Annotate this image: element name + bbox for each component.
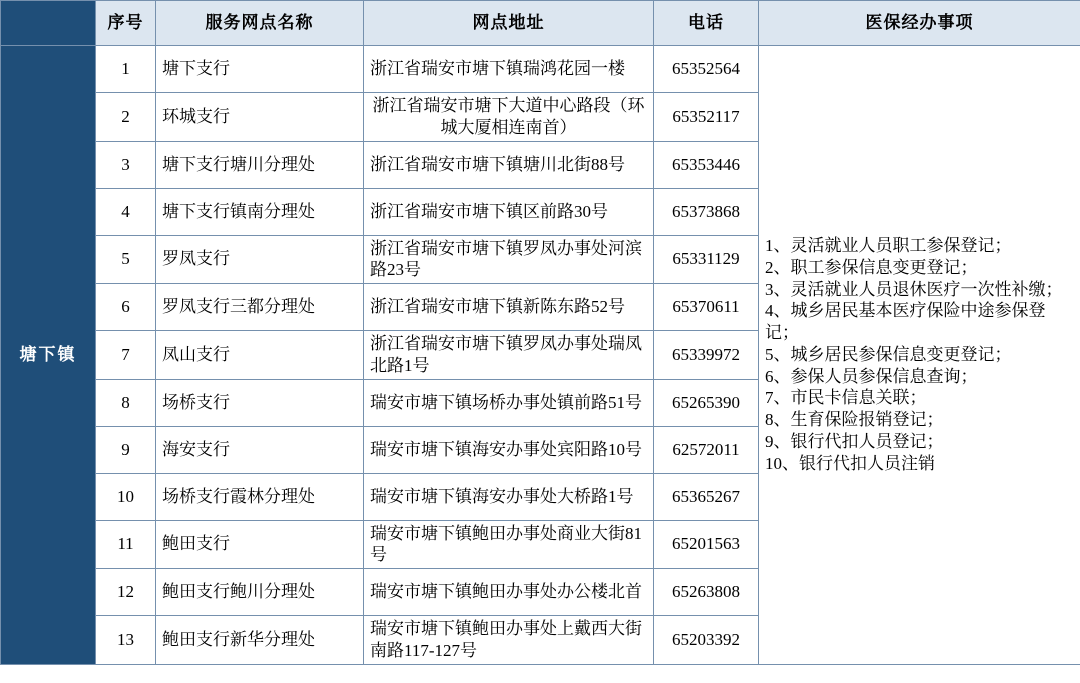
row-index: 9: [96, 426, 156, 473]
row-phone: 65265390: [654, 379, 759, 426]
row-branch-address: 浙江省瑞安市塘下镇塘川北街88号: [364, 141, 654, 188]
table-header: [1, 1, 1080, 46]
row-branch-address: 瑞安市塘下镇海安办事处大桥路1号: [364, 473, 654, 520]
row-branch-name: 鲍田支行新华分理处: [156, 616, 364, 665]
row-branch-name: 罗凤支行三都分理处: [156, 284, 364, 331]
table-body: [1, 46, 1080, 665]
row-phone: 65203392: [654, 616, 759, 665]
row-branch-name: 塘下支行镇南分理处: [156, 188, 364, 235]
header-index: 序号: [96, 1, 156, 46]
row-index: 3: [96, 141, 156, 188]
row-branch-name: 鲍田支行: [156, 520, 364, 569]
row-index: 12: [96, 569, 156, 616]
row-branch-address: 浙江省瑞安市塘下镇区前路30号: [364, 188, 654, 235]
header-phone: 电话: [654, 1, 759, 46]
row-phone: 65353446: [654, 141, 759, 188]
row-index: 5: [96, 235, 156, 284]
row-phone: 65352117: [654, 93, 759, 142]
table-row: [1, 46, 1080, 93]
row-branch-name: 罗凤支行: [156, 235, 364, 284]
row-index: 4: [96, 188, 156, 235]
row-branch-address: 浙江省瑞安市塘下镇新陈东路52号: [364, 284, 654, 331]
row-index: 7: [96, 331, 156, 380]
row-index: 8: [96, 379, 156, 426]
row-branch-name: 场桥支行: [156, 379, 364, 426]
row-phone: 65339972: [654, 331, 759, 380]
header-corner-cell: [1, 1, 96, 46]
row-phone: 65263808: [654, 569, 759, 616]
region-cell: 塘下镇: [1, 46, 96, 665]
row-index: 6: [96, 284, 156, 331]
row-phone: 65331129: [654, 235, 759, 284]
row-branch-name: 塘下支行塘川分理处: [156, 141, 364, 188]
header-branch-address: 网点地址: [364, 1, 654, 46]
service-items-text: 1、灵活就业人员职工参保登记； 2、职工参保信息变更登记； 3、灵活就业人员退休医疗一次性补缴； 4、城乡居民基本医疗保险中途参保登记； 5、城乡居民参保信息变更登记； 6、参保人员参保信息查询； 7、市民卡信息关联； 8、生育保险报销登记； 9、银行代扣人员登记； 10、银行代扣人员注销: [765, 236, 1063, 473]
row-branch-address: 瑞安市塘下镇场桥办事处镇前路51号: [364, 379, 654, 426]
row-index: 13: [96, 616, 156, 665]
header-branch-name: 服务网点名称: [156, 1, 364, 46]
row-branch-address: 瑞安市塘下镇鲍田办事处上戴西大街南路117-127号: [364, 616, 654, 665]
row-branch-name: 塘下支行: [156, 46, 364, 93]
row-branch-name: 凤山支行: [156, 331, 364, 380]
row-branch-name: 海安支行: [156, 426, 364, 473]
row-phone: 65201563: [654, 520, 759, 569]
row-phone: 65370611: [654, 284, 759, 331]
row-index: 1: [96, 46, 156, 93]
row-phone: 65373868: [654, 188, 759, 235]
row-branch-address: 瑞安市塘下镇鲍田办事处办公楼北首: [364, 569, 654, 616]
row-index: 11: [96, 520, 156, 569]
row-branch-address: 瑞安市塘下镇海安办事处宾阳路10号: [364, 426, 654, 473]
row-index: 10: [96, 473, 156, 520]
row-phone: 65352564: [654, 46, 759, 93]
row-branch-address: 瑞安市塘下镇鲍田办事处商业大街81号: [364, 520, 654, 569]
row-branch-address: 浙江省瑞安市塘下镇瑞鸿花园一楼: [364, 46, 654, 93]
row-branch-address: 浙江省瑞安市塘下大道中心路段（环城大厦相连南首）: [364, 93, 654, 142]
row-phone: 62572011: [654, 426, 759, 473]
header-service-items: 医保经办事项: [759, 1, 1080, 46]
row-branch-name: 场桥支行霞林分理处: [156, 473, 364, 520]
row-branch-address: 浙江省瑞安市塘下镇罗凤办事处河滨路23号: [364, 235, 654, 284]
row-branch-name: 环城支行: [156, 93, 364, 142]
row-branch-name: 鲍田支行鲍川分理处: [156, 569, 364, 616]
service-items-cell: [759, 46, 1080, 665]
row-branch-address: 浙江省瑞安市塘下镇罗凤办事处瑞凤北路1号: [364, 331, 654, 380]
table-header-row: [1, 1, 1080, 46]
row-phone: 65365267: [654, 473, 759, 520]
row-index: 2: [96, 93, 156, 142]
